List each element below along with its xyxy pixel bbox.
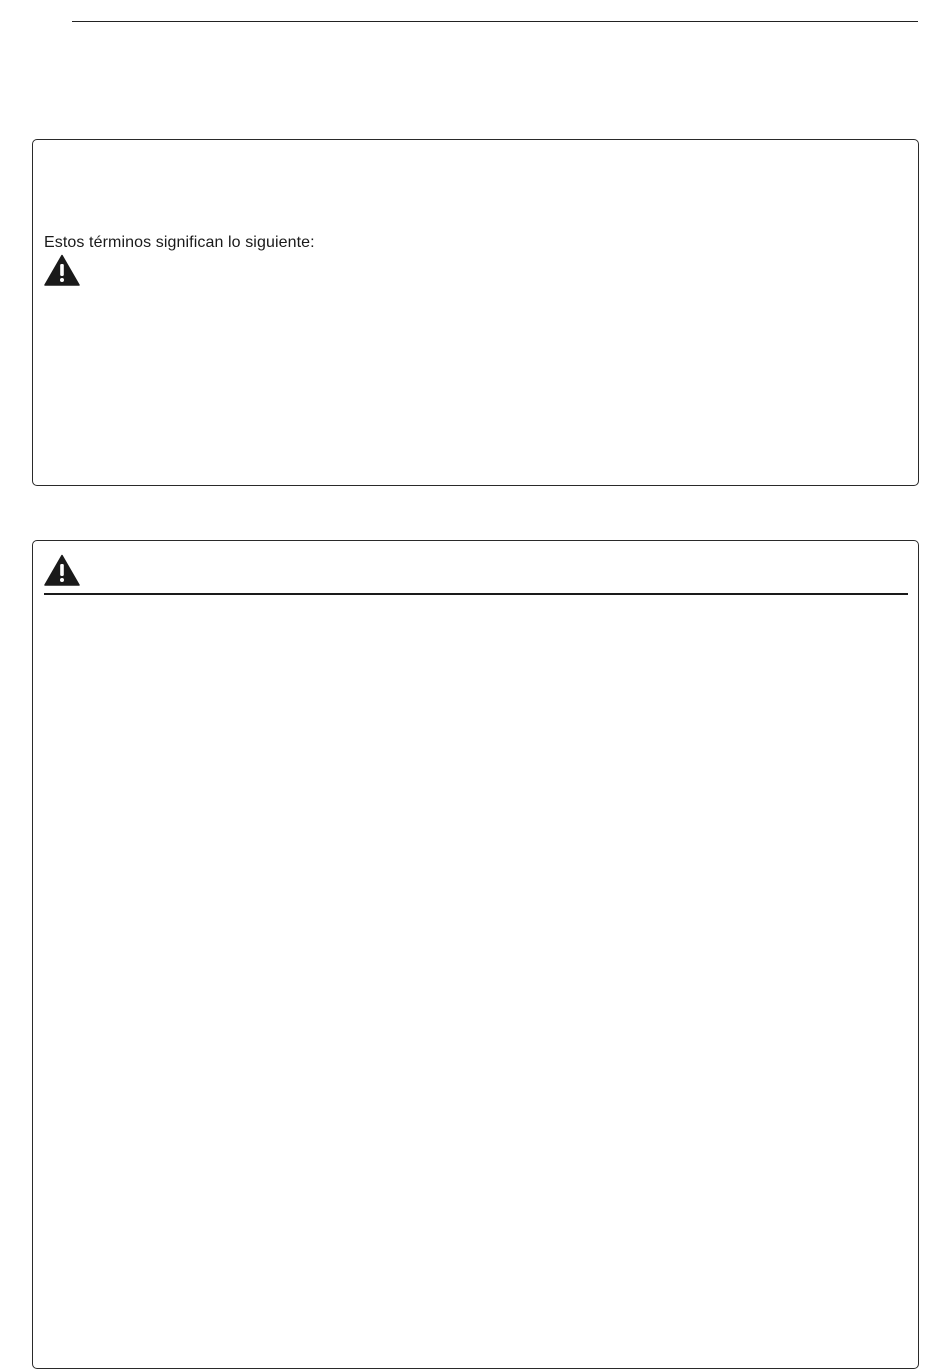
warning-triangle-icon [44, 554, 80, 586]
warning-header-rule [44, 593, 908, 595]
terms-definition-box [32, 139, 919, 486]
warning-section-box [32, 540, 919, 1369]
terms-intro-text: Estos términos significan lo siguiente: [44, 234, 315, 251]
page-header-rule [72, 21, 918, 22]
warning-triangle-icon [44, 254, 80, 286]
